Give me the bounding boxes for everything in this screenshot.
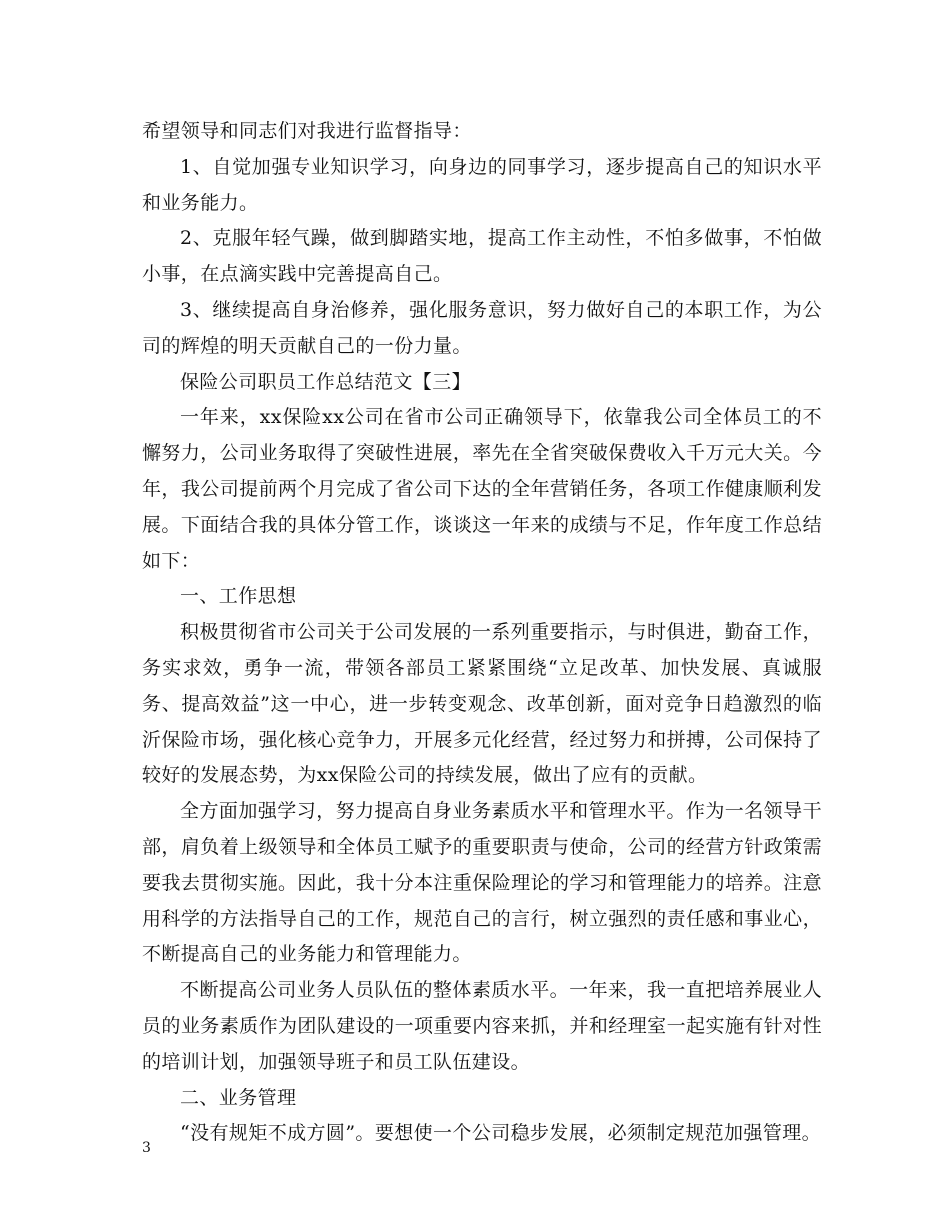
paragraph: “没有规矩不成方圆”。要想使一个公司稳步发展，必须制定规范加强管理。 xyxy=(180,1122,822,1145)
paragraph: 全方面加强学习，努力提高自身业务素质水平和管理水平。作为一名领导干部，肩负着上级领导和全体员工赋予的重要职责与使命，公司的经营方针政策需要我去贯彻实施。因此，我十分本注重保险理论的学习和管理能力的培养。注意用科学的方法指导自己的工作，规范自己的言行，树立强烈的责任感和事业心，不断提高自己的业务能力和管理能力。 xyxy=(142,800,822,966)
section-heading-1: 一、工作思想 xyxy=(180,585,297,608)
paragraph: 不断提高公司业务人员队伍的整体素质水平。一年来，我一直把培养展业人员的业务素质作为团队建设的一项重要内容来抓，并和经理室一起实施有针对性的培训计划，加强领导班子和员工队伍建设。 xyxy=(142,979,822,1073)
list-item-2: 2、克服年轻气躁，做到脚踏实地，提高工作主动性，不怕多做事，不怕做小事，在点滴实践中完善提高自己。 xyxy=(142,227,822,286)
page-number: 3 xyxy=(142,1140,151,1156)
paragraph: 一年来，xx保险xx公司在省市公司正确领导下，依靠我公司全体员工的不懈努力，公司业务取得了突破性进展，率先在全省突破保费收入千万元大关。今年，我公司提前两个月完成了省公司下达的全年营销任务，各项工作健康顺利发展。下面结合我的具体分管工作，谈谈这一年来的成绩与不足，作年度工作总结如下： xyxy=(142,406,822,572)
paragraph: 希望领导和同志们对我进行监督指导： xyxy=(142,120,472,142)
list-item-1: 1、自觉加强专业知识学习，向身边的同事学习，逐步提高自己的知识水平和业务能力。 xyxy=(142,155,822,214)
section-heading-2: 二、业务管理 xyxy=(180,1086,297,1109)
paragraph: 积极贯彻省市公司关于公司发展的一系列重要指示，与时俱进，勤奋工作，务实求效，勇争一流，带领各部员工紧紧围绕“立足改革、加快发展、真诚服务、提高效益”这一中心，进一步转变观念、改革创新，面对竞争日趋激烈的临沂保险市场，强化核心竞争力，开展多元化经营，经过努力和拼搏，公司保持了较好的发展态势，为xx保险公司的持续发展，做出了应有的贡献。 xyxy=(142,621,822,787)
list-item-3: 3、继续提高自身治修养，强化服务意识，努力做好自己的本职工作，为公司的辉煌的明天贡献自己的一份力量。 xyxy=(142,298,822,357)
document-body xyxy=(142,114,822,1152)
section-title: 保险公司职员工作总结范文【三】 xyxy=(180,370,472,393)
